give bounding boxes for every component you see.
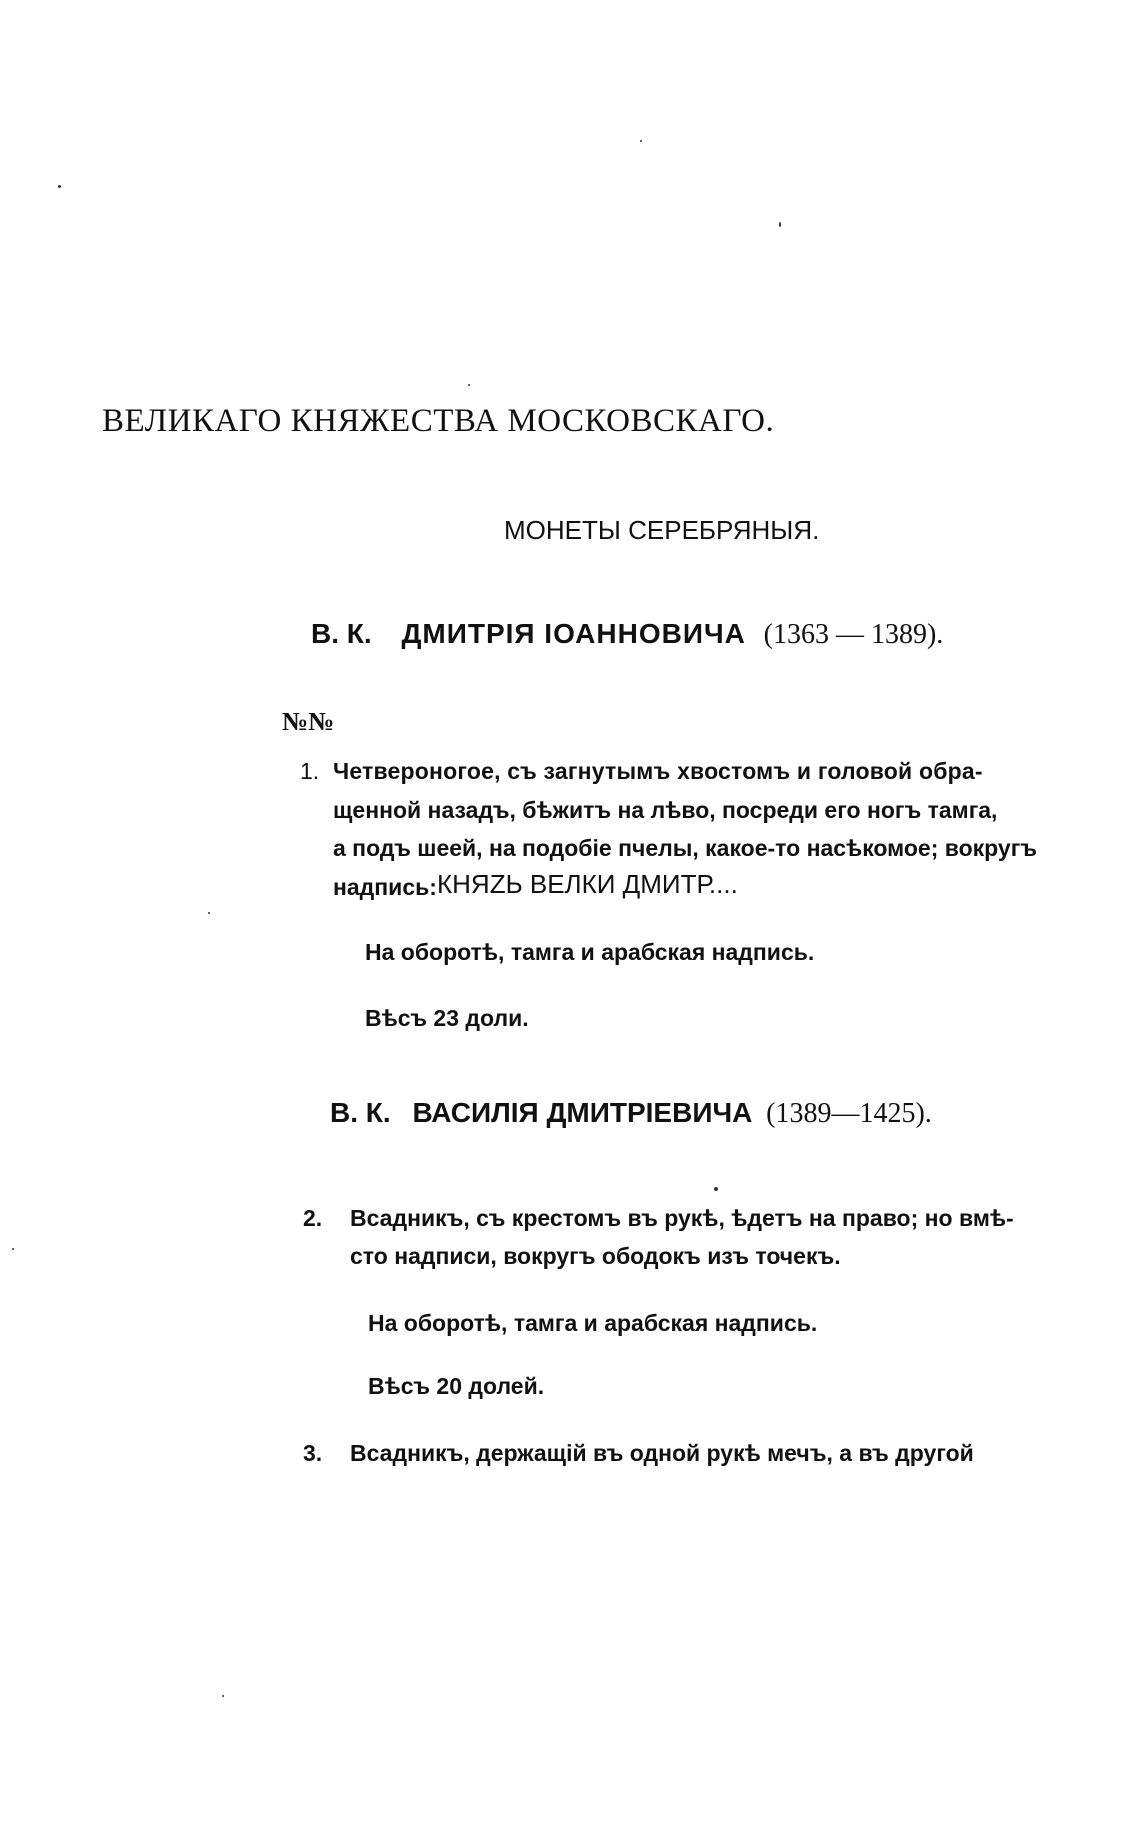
entry-weight: Вѣсъ 23 доли. (365, 1005, 529, 1031)
section-title-dates: (1389—1425). (766, 1098, 932, 1129)
entry-line: Всадникъ, съ крестомъ въ рукѣ, ѣдетъ на право; но вмѣ- (350, 1205, 1014, 1231)
entry-line: щенной назадъ, бѣжитъ на лѣво, посреди его ногъ тамга, (333, 797, 998, 823)
entry-reverse: На оборотѣ, тамга и арабская надпись. (365, 939, 815, 965)
entry-line: Всадникъ, держащій въ одной рукѣ мечъ, а въ другой (350, 1440, 974, 1466)
entry-line: надпись: (333, 874, 437, 900)
coin-inscription: КНЯZЬ ВЕЛКИ ДМИТР.... (437, 869, 738, 899)
scan-speck (12, 1248, 14, 1250)
scan-speck (58, 185, 61, 188)
section-title-name: ВАСИЛІЯ ДМИТРІЕВИЧА (412, 1097, 753, 1128)
section-title-dates: (1363 — 1389). (763, 619, 944, 650)
scan-speck (208, 912, 210, 914)
scan-speck (640, 140, 642, 142)
entry-reverse: На оборотѣ, тамга и арабская надпись. (368, 1310, 818, 1336)
scan-speck (468, 384, 470, 386)
page-heading: ВЕЛИКАГО КНЯЖЕСТВА МОСКОВСКАГО. (102, 403, 775, 439)
section-title-name: ДМИТРІЯ ІОАННОВИЧА (401, 618, 746, 649)
entry-number: 3. (303, 1440, 323, 1466)
entry-number: 2. (303, 1205, 323, 1231)
entry-weight: Вѣсъ 20 долей. (368, 1373, 545, 1399)
scan-speck (222, 1695, 224, 1697)
numbers-mark: №№ (282, 707, 335, 736)
entry-line: Четвероногое, съ загнутымъ хвостомъ и головой обра- (333, 758, 983, 784)
section-title (311, 618, 943, 651)
scan-speck (779, 222, 781, 227)
entry-line: а подъ шеей, на подобіе пчелы, какое-то насѣкомое; вокругъ (333, 835, 1038, 861)
scan-speck (714, 1187, 718, 1191)
page-subheading: МОНЕТЫ СЕРЕБРЯНЫЯ. (504, 515, 820, 545)
section-title-prefix: В. К. (311, 618, 372, 649)
entry-number: 1. (300, 758, 320, 784)
section-title (330, 1097, 932, 1130)
section-title-prefix: В. К. (330, 1097, 391, 1128)
entry-line: сто надписи, вокругъ ободокъ изъ точекъ. (350, 1243, 841, 1269)
